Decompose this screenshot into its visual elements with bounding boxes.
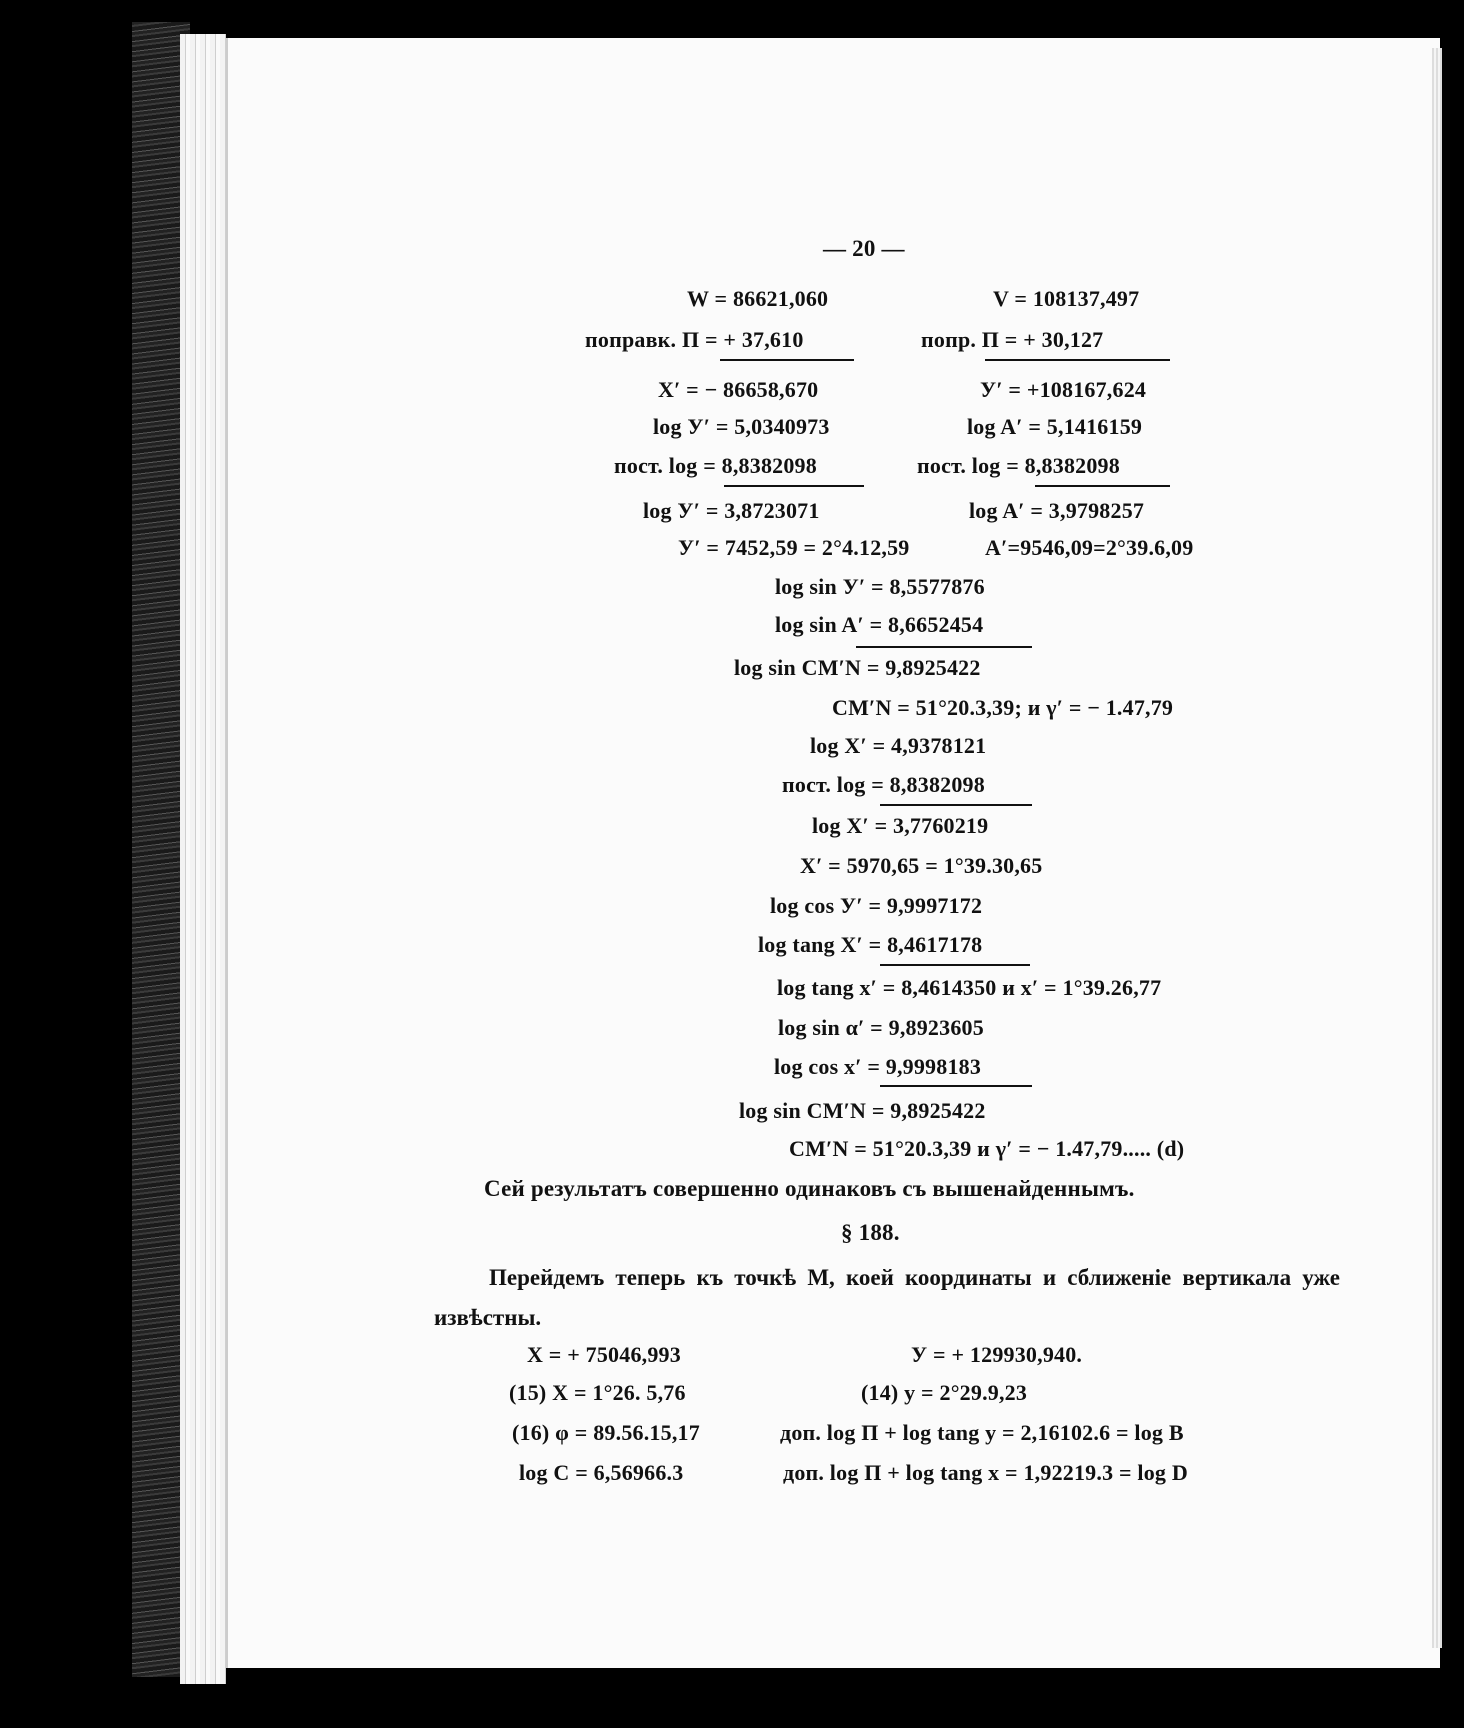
y-coordinate: У = + 129930,940. [911, 1342, 1083, 1367]
eq-14: (14) у = 2°29.9,23 [861, 1380, 1028, 1405]
rule [880, 964, 1030, 966]
cmn-gamma: CM′N = 51°20.3,39; и γ′ = − 1.47,79 [832, 695, 1174, 720]
log-tang-x-small: log tang x′ = 8,4614350 и x′ = 1°39.26,77 [777, 975, 1162, 1000]
rule [880, 804, 1032, 806]
y-prime: У′ = +108167,624 [980, 377, 1147, 402]
log-x-prime-2: log X′ = 3,7760219 [812, 813, 989, 838]
correction-right: попр. П = + 30,127 [921, 327, 1104, 352]
x-coordinate: X = + 75046,993 [527, 1342, 681, 1367]
const-log-left: пост. log = 8,8382098 [614, 453, 817, 478]
log-d: доп. log П + log tang x = 1,92219.3 = log D [783, 1460, 1188, 1485]
log-a-prime: log A′ = 5,1416159 [967, 414, 1143, 439]
log-sin-y: log sin У′ = 8,5577876 [775, 574, 985, 599]
log-a-prime-2: log A′ = 3,9798257 [969, 498, 1145, 523]
log-y-prime-2: log У′ = 3,8723071 [643, 498, 820, 523]
rule [880, 1085, 1032, 1087]
w-value: W = 86621,060 [687, 286, 829, 311]
page-number: — 20 — [823, 236, 905, 261]
v-value: V = 108137,497 [993, 286, 1140, 311]
log-sin-cmn-2: log sin CM′N = 9,8925422 [739, 1098, 986, 1123]
eq-15: (15) X = 1°26. 5,76 [509, 1380, 686, 1405]
rule [856, 646, 1032, 648]
log-c: log C = 6,56966.3 [519, 1460, 684, 1485]
x-prime-value: X′ = 5970,65 = 1°39.30,65 [800, 853, 1043, 878]
log-sin-a: log sin A′ = 8,6652454 [775, 612, 984, 637]
cmn-gamma-d: CM′N = 51°20.3,39 и γ′ = − 1.47,79..... (d) [789, 1136, 1185, 1161]
rule [724, 485, 864, 487]
correction-left: поправк. П = + 37,610 [585, 327, 804, 352]
log-b: доп. log П + log tang у = 2,16102.6 = log B [780, 1420, 1184, 1445]
y-prime-value: У′ = 7452,59 = 2°4.12,59 [678, 535, 910, 560]
section-heading: § 188. [841, 1220, 900, 1245]
paragraph: Перейдемъ теперь къ точкѣ M, коей координаты и сближеніе вертикала уже извѣстны. [434, 1265, 1340, 1330]
page-right-edge [1432, 48, 1442, 1648]
result-text: Сей результатъ совершенно одинаковъ съ вышенайденнымъ. [484, 1176, 1135, 1201]
log-sin-cmn: log sin CM′N = 9,8925422 [734, 655, 981, 680]
log-x-prime: log X′ = 4,9378121 [810, 733, 987, 758]
eq-16: (16) φ = 89.56.15,17 [512, 1420, 700, 1445]
x-prime: X′ = − 86658,670 [658, 377, 819, 402]
log-tang-x: log tang X′ = 8,4617178 [758, 932, 983, 957]
log-cos-y: log cos У′ = 9,9997172 [770, 893, 983, 918]
a-prime-value: A′=9546,09=2°39.6,09 [985, 535, 1194, 560]
log-sin-alpha: log sin α′ = 9,8923605 [778, 1015, 984, 1040]
page-edges [180, 34, 226, 1684]
rule [985, 359, 1170, 361]
const-log: пост. log = 8,8382098 [782, 772, 985, 797]
log-y-prime: log У′ = 5,0340973 [653, 414, 830, 439]
log-cos-x-small: log cos x′ = 9,9998183 [774, 1054, 982, 1079]
rule [720, 359, 854, 361]
bleed-through [480, 285, 485, 308]
rule [1035, 485, 1170, 487]
const-log-right: пост. log = 8,8382098 [917, 453, 1120, 478]
